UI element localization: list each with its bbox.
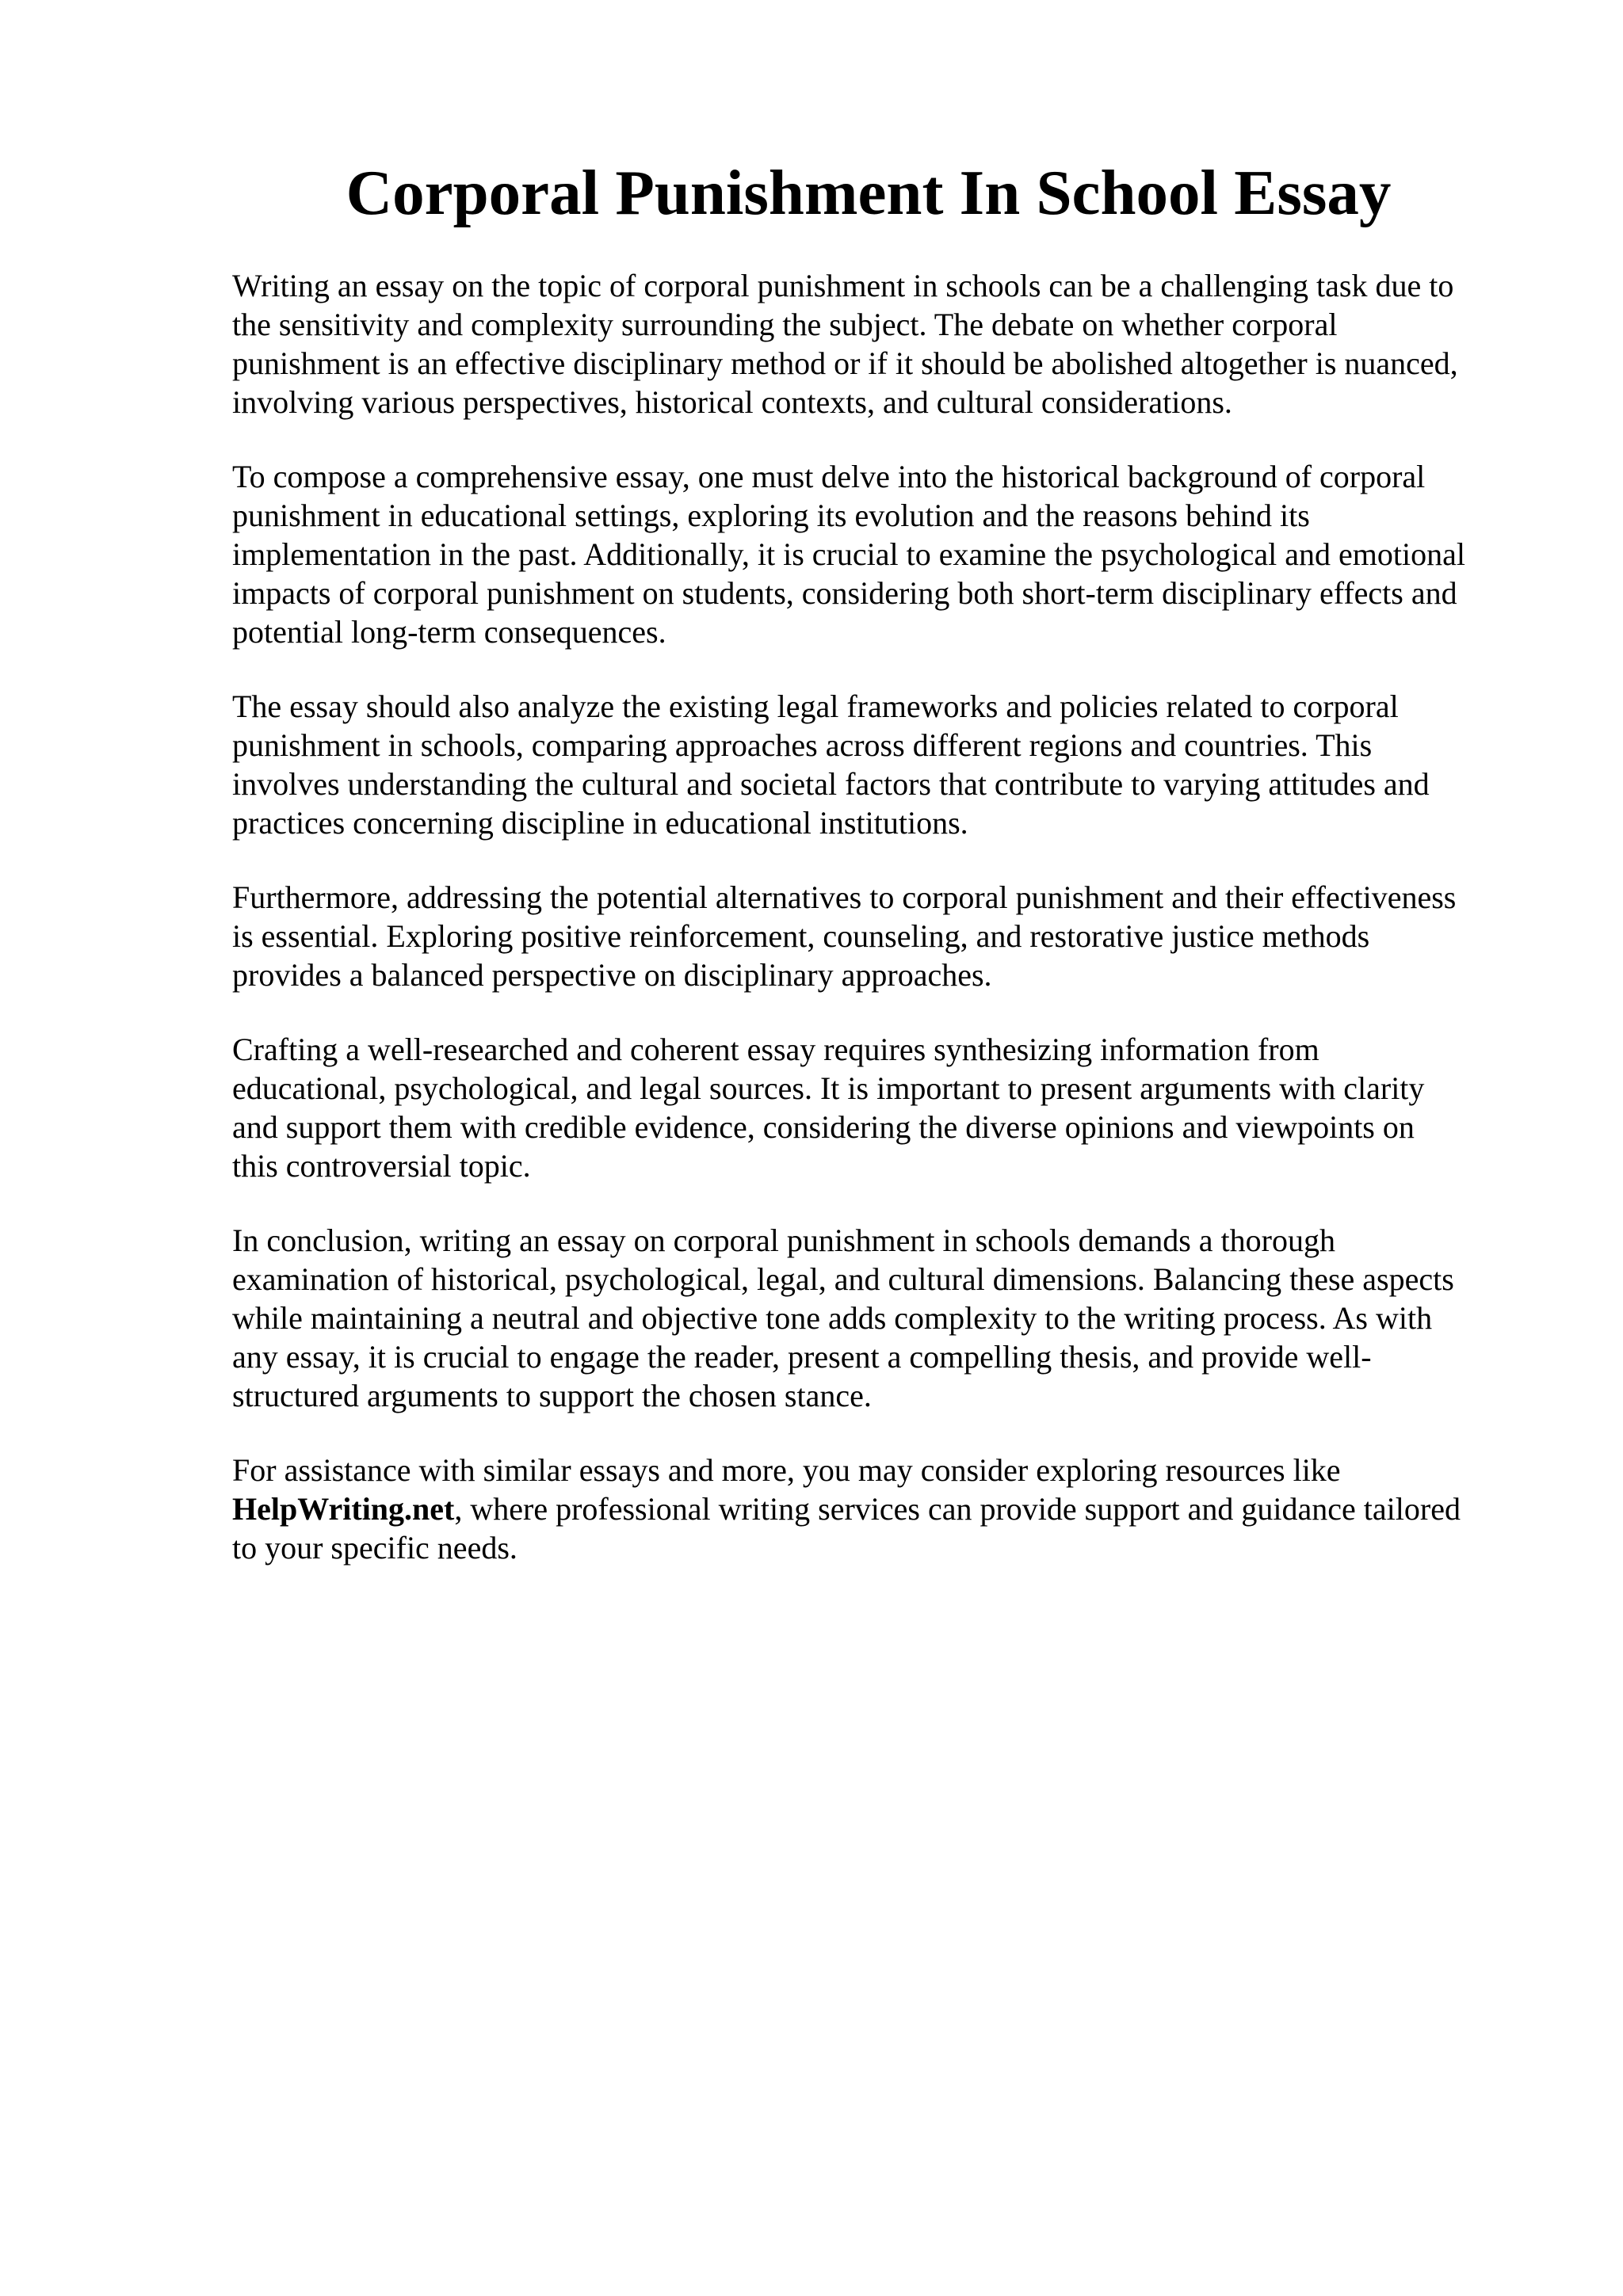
text-line: to your specific needs. xyxy=(232,1530,517,1566)
paragraph-history xyxy=(232,457,1532,651)
text-line: and support them with credible evidence, considering the diverse opinions and viewpoints on xyxy=(232,1109,1415,1145)
text-line: Crafting a well-researched and coherent essay requires synthesizing information from xyxy=(232,1032,1319,1067)
essay-body xyxy=(232,266,1532,1603)
text-line: To compose a comprehensive essay, one must delve into the historical background of corporal xyxy=(232,459,1426,494)
text-line: structured arguments to support the chosen stance. xyxy=(232,1378,872,1413)
text-line: this controversial topic. xyxy=(232,1148,531,1184)
brand-link[interactable]: HelpWriting.net xyxy=(232,1491,455,1527)
text-line: punishment is an effective disciplinary method or if it should be abolished altogether is nuanced, xyxy=(232,345,1458,381)
text-line: In conclusion, writing an essay on corporal punishment in schools demands a thorough xyxy=(232,1222,1335,1258)
text-line: while maintaining a neutral and objective tone adds complexity to the writing process. As with xyxy=(232,1300,1433,1336)
text-line: punishment in educational settings, exploring its evolution and the reasons behind its xyxy=(232,498,1310,533)
page-title: Corporal Punishment In School Essay xyxy=(346,157,1392,228)
paragraph-alternatives xyxy=(232,878,1532,994)
text-line: punishment in schools, comparing approaches across different regions and countries. This xyxy=(232,727,1373,763)
text-line: practices concerning discipline in educational institutions. xyxy=(232,805,968,841)
text-line: Writing an essay on the topic of corporal punishment in schools can be a challenging task due to xyxy=(232,268,1454,303)
text-line-with-brand xyxy=(232,1489,1532,1528)
text-line: any essay, it is crucial to engage the reader, present a compelling thesis, and provide well- xyxy=(232,1339,1372,1375)
text-line: is essential. Exploring positive reinforcement, counseling, and restorative justice methods xyxy=(232,918,1370,954)
text-line: For assistance with similar essays and more, you may consider exploring resources like xyxy=(232,1452,1341,1488)
text-line: the sensitivity and complexity surrounding the subject. The debate on whether corporal xyxy=(232,307,1338,342)
paragraph-crafting xyxy=(232,1030,1532,1185)
paragraph-legal xyxy=(232,687,1532,842)
text-line: Furthermore, addressing the potential alternatives to corporal punishment and their effectiveness xyxy=(232,879,1457,915)
text-line: potential long-term consequences. xyxy=(232,614,666,650)
paragraph-conclusion xyxy=(232,1221,1532,1415)
text-line: educational, psychological, and legal sources. It is important to present arguments with clarity xyxy=(232,1070,1425,1106)
text-line: provides a balanced perspective on disciplinary approaches. xyxy=(232,957,992,993)
text-line: involves understanding the cultural and societal factors that contribute to varying attitudes and xyxy=(232,766,1430,802)
text-line: examination of historical, psychological, legal, and cultural dimensions. Balancing these aspects xyxy=(232,1261,1454,1297)
text-line: involving various perspectives, historical contexts, and cultural considerations. xyxy=(232,384,1232,420)
paragraph-intro xyxy=(232,266,1532,421)
text-fragment: , where professional writing services can provide support and guidance tailored xyxy=(454,1491,1461,1527)
text-line: implementation in the past. Additionally, it is crucial to examine the psychological and emotional xyxy=(232,536,1465,572)
text-line: impacts of corporal punishment on students, considering both short-term disciplinary effects and xyxy=(232,575,1457,611)
text-line: The essay should also analyze the existing legal frameworks and policies related to corporal xyxy=(232,688,1399,724)
paragraph-closing xyxy=(232,1451,1532,1567)
